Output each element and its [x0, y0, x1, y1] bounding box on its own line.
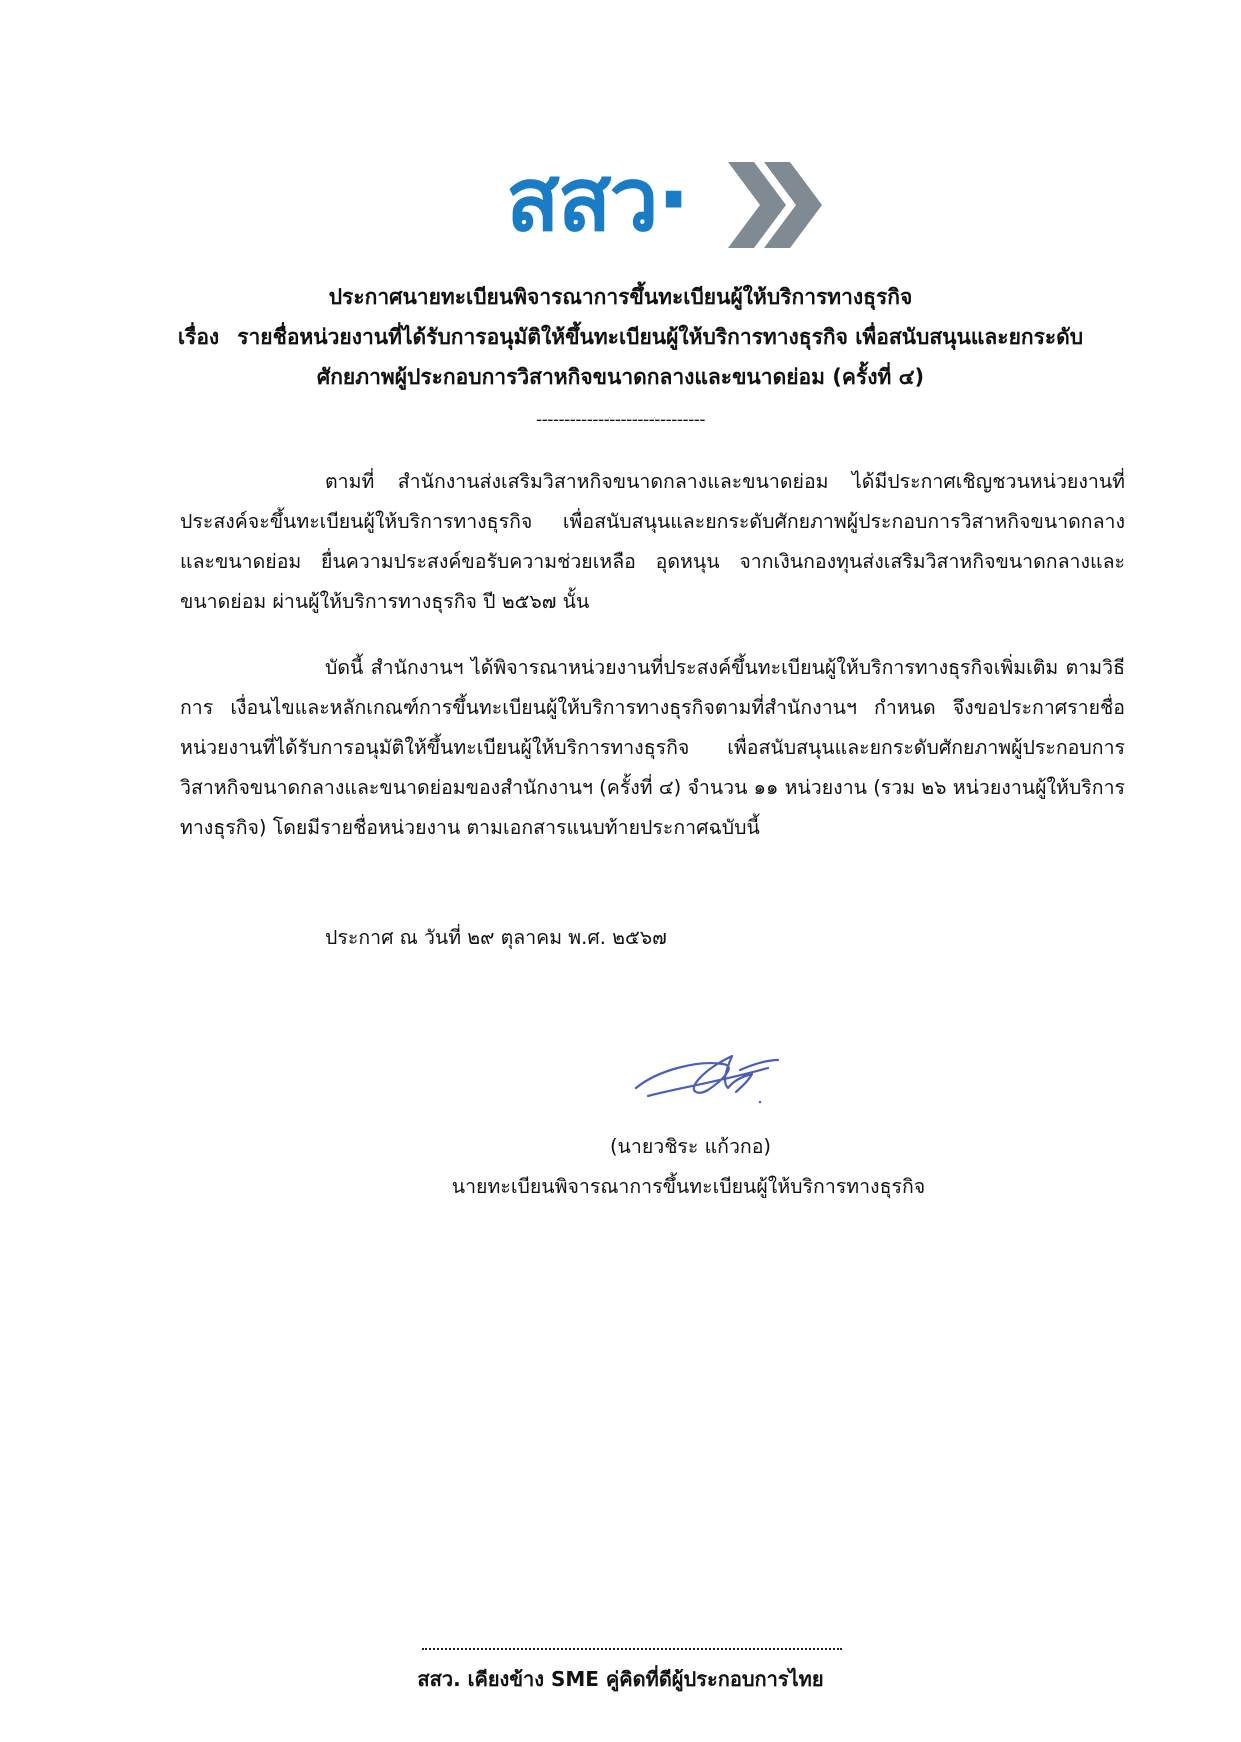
- announcement-subject: [10, 322, 1241, 352]
- signatory-name: (นายวชิระ แก้วกอ): [609, 1135, 772, 1158]
- body-paragraph-1: ตามที่ สำนักงานส่งเสริมวิสาหกิจขนาดกลางและขนาดย่อม ได้มีประกาศเชิญชวนหน่วยงานที่ประสงค์จะขึ้นทะเบียนผู้ให้บริการทางธุรกิจ เพื่อสนับสนุนและยกระดับศักยภาพผู้ประกอบการวิสาหกิจขนาดกลางและขนาดย่อม ยื่นความประสงค์ขอรับความช่วยเหลือ อุดหนุน จากเงินกองทุนส่งเสริมวิสาหกิจขนาดกลางและขนาดย่อม ผ่านผู้ให้บริการทางธุรกิจ ปี ๒๕๖๗ นั้น: [180, 470, 1125, 613]
- footer-divider: [422, 1648, 842, 1650]
- sme-logo: [506, 148, 826, 254]
- announce-date: ประกาศ ณ วันที่ ๒๙ ตุลาคม พ.ศ. ๒๕๖๗: [325, 926, 667, 949]
- footer-tagline: สสว. เคียงข้าง SME คู่คิดที่ดีผู้ประกอบการไทย: [417, 1667, 824, 1691]
- body-paragraph-2: บัดนี้ สำนักงานฯ ได้พิจารณาหน่วยงานที่ประสงค์ขึ้นทะเบียนผู้ให้บริการทางธุรกิจเพิ่มเติม ตามวิธีการ เงื่อนไขและหลักเกณฑ์การขึ้นทะเบียนผู้ให้บริการทางธุรกิจตามที่สำนักงานฯ กำหนด จึงขอประกาศรายชื่อหน่วยงานที่ได้รับการอนุมัติให้ขึ้นทะเบียนผู้ให้บริการทางธุรกิจ เพื่อสนับสนุนและยกระดับศักยภาพผู้ประกอบการวิสาหกิจขนาดกลางและขนาดย่อมของสำนักงานฯ (ครั้งที่ ๔) จำนวน ๑๑ หน่วยงาน (รวม ๒๖ หน่วยงานผู้ให้บริการทางธุรกิจ) โดยมีรายชื่อหน่วยงาน ตามเอกสารแนบท้ายประกาศฉบับนี้: [180, 656, 1125, 839]
- subject-label: เรื่อง: [177, 325, 220, 349]
- double-chevron-icon: [724, 162, 824, 248]
- handwritten-signature: [628, 1030, 788, 1110]
- announcement-subject-cont: ศักยภาพผู้ประกอบการวิสาหกิจขนาดกลางและขนาดย่อม (ครั้งที่ ๔): [316, 365, 925, 389]
- announcement-title: ประกาศนายทะเบียนพิจารณาการขึ้นทะเบียนผู้ให้บริการทางธุรกิจ: [328, 285, 913, 309]
- separator: ------------------------------: [535, 410, 706, 430]
- subject-text: รายชื่อหน่วยงานที่ได้รับการอนุมัติให้ขึ้นทะเบียนผู้ให้บริการทางธุรกิจ เพื่อสนับสนุนและยกระดับ: [237, 325, 1084, 349]
- signatory-title: นายทะเบียนพิจารณาการขึ้นทะเบียนผู้ให้บริการทางธุรกิจ: [451, 1175, 926, 1198]
- logo-wordmark: สสว·: [506, 148, 689, 251]
